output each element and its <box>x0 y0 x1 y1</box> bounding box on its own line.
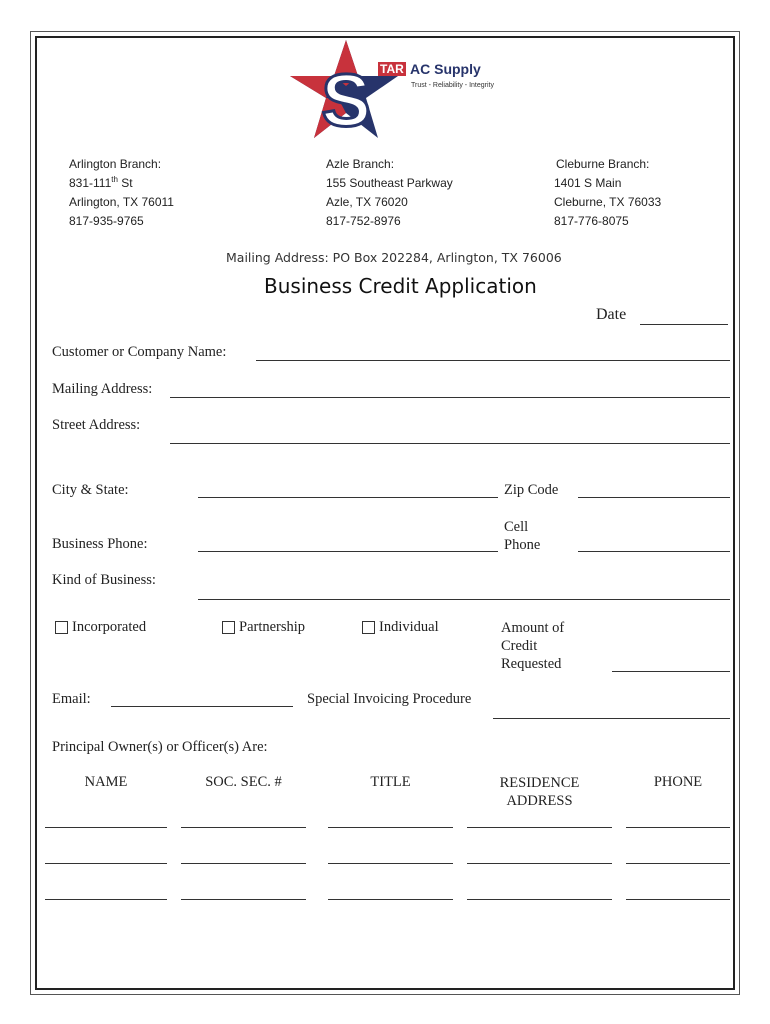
principal-owners-label: Principal Owner(s) or Officer(s) Are: <box>52 739 268 755</box>
branch-arlington <box>69 155 174 231</box>
form-title: Business Credit Application <box>264 274 537 298</box>
owner-row-1-title[interactable] <box>328 827 453 828</box>
cell-phone-field[interactable] <box>578 551 730 552</box>
header-residence-address: RESIDENCE ADDRESS <box>499 775 580 809</box>
mailing-address-line: Mailing Address: PO Box 202284, Arlington, TX 76006 <box>226 250 562 265</box>
email-label: Email: <box>52 691 91 707</box>
owner-row-3-address[interactable] <box>467 899 612 900</box>
header-title: TITLE <box>370 774 411 790</box>
email-field[interactable] <box>111 706 293 707</box>
header-phone: PHONE <box>653 774 703 790</box>
owner-row-2-address[interactable] <box>467 863 612 864</box>
svg-text:AC Supply: AC Supply <box>410 61 481 77</box>
zip-code-label: Zip Code <box>504 482 559 498</box>
business-phone-label: Business Phone: <box>52 536 148 552</box>
svg-text:TAR: TAR <box>380 62 404 76</box>
branch-city: Arlington, TX 76011 <box>69 195 174 209</box>
branch-cleburne <box>554 155 661 231</box>
svg-text:Trust - Reliability - Integrit: Trust - Reliability - Integrity <box>411 82 494 89</box>
branch-azle <box>326 155 453 231</box>
owner-row-2-name[interactable] <box>45 863 167 864</box>
partnership-checkbox[interactable] <box>222 621 235 634</box>
branch-phone: 817-752-8976 <box>326 214 401 228</box>
owner-row-3-title[interactable] <box>328 899 453 900</box>
date-field[interactable] <box>640 324 728 325</box>
company-logo <box>286 38 516 146</box>
header-name: NAME <box>84 774 128 790</box>
owner-row-1-address[interactable] <box>467 827 612 828</box>
street-address-field[interactable] <box>170 443 730 444</box>
branch-city: Cleburne, TX 76033 <box>554 195 662 209</box>
owner-row-2-title[interactable] <box>328 863 453 864</box>
kind-of-business-label: Kind of Business: <box>52 572 156 588</box>
customer-name-label: Customer or Company Name: <box>52 344 227 360</box>
owner-row-3-soc-sec[interactable] <box>181 899 306 900</box>
owner-row-2-soc-sec[interactable] <box>181 863 306 864</box>
amount-credit-label: Amount of Credit Requested <box>501 620 565 672</box>
cell-phone-label: Cell Phone <box>504 519 541 553</box>
header-soc-sec: SOC. SEC. # <box>205 774 282 790</box>
mailing-address-field[interactable] <box>170 397 730 398</box>
branch-street: 831-111th St <box>69 175 133 190</box>
branch-phone: 817-935-9765 <box>69 214 144 228</box>
branch-phone: 817-776-8075 <box>554 214 629 228</box>
individual-checkbox[interactable] <box>362 621 375 634</box>
street-address-label: Street Address: <box>52 417 141 433</box>
branch-street: 1401 S Main <box>554 176 622 190</box>
star-logo-icon <box>286 38 516 146</box>
branch-name: Cleburne Branch: <box>556 157 650 171</box>
owner-row-3-name[interactable] <box>45 899 167 900</box>
branch-name: Arlington Branch: <box>69 157 162 171</box>
partnership-label: Partnership <box>239 619 306 635</box>
business-phone-field[interactable] <box>198 551 498 552</box>
special-invoicing-field[interactable] <box>493 718 730 719</box>
owner-row-1-phone[interactable] <box>626 827 730 828</box>
mailing-address-label: Mailing Address: <box>52 381 153 397</box>
owner-row-2-phone[interactable] <box>626 863 730 864</box>
owner-row-1-soc-sec[interactable] <box>181 827 306 828</box>
individual-label: Individual <box>379 619 439 635</box>
branch-name: Azle Branch: <box>326 157 395 171</box>
city-state-field[interactable] <box>198 497 498 498</box>
zip-code-field[interactable] <box>578 497 730 498</box>
special-invoicing-label: Special Invoicing Procedure <box>307 691 472 707</box>
amount-credit-field[interactable] <box>612 671 730 672</box>
city-state-label: City & State: <box>52 482 129 498</box>
customer-name-field[interactable] <box>256 360 730 361</box>
branch-street: 155 Southeast Parkway <box>326 176 453 190</box>
incorporated-label: Incorporated <box>72 619 147 635</box>
kind-of-business-field[interactable] <box>198 599 730 600</box>
branch-city: Azle, TX 76020 <box>326 195 408 209</box>
date-label: Date <box>596 306 627 323</box>
owner-row-1-name[interactable] <box>45 827 167 828</box>
owner-row-3-phone[interactable] <box>626 899 730 900</box>
svg-text:S: S <box>321 59 371 142</box>
incorporated-checkbox[interactable] <box>55 621 68 634</box>
